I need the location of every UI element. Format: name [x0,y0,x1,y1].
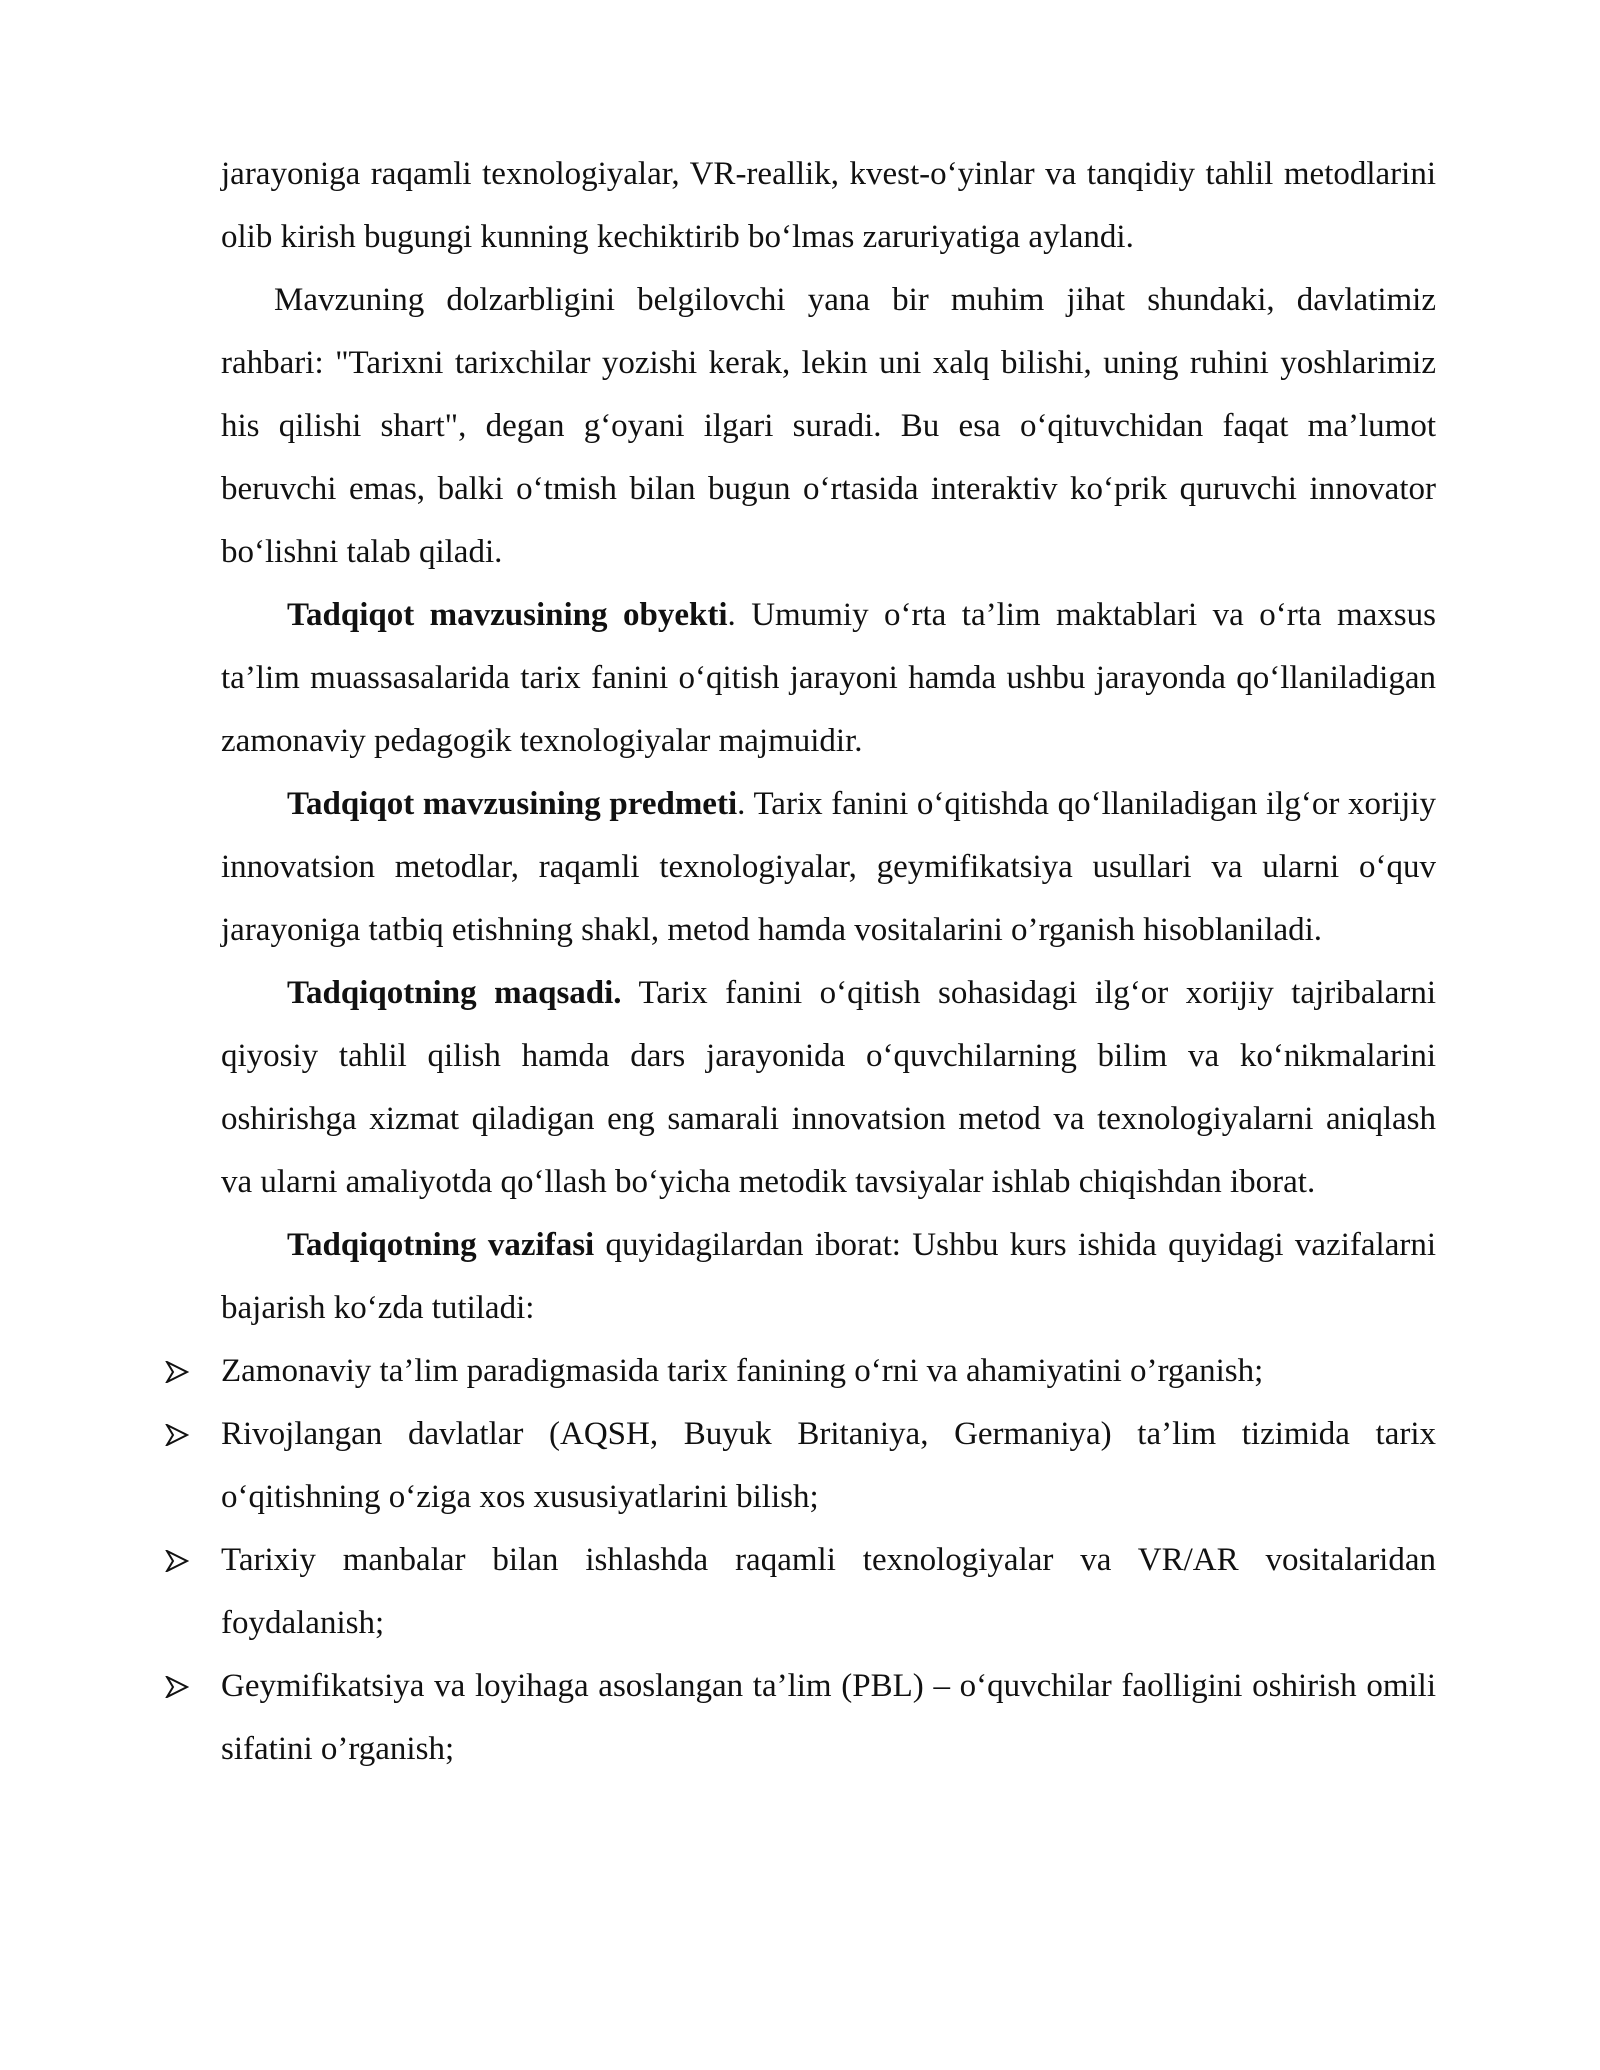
paragraph-research-tasks [221,1214,1436,1340]
research-tasks-text: quyidagilardan iborat: Ushbu kurs ishida quyidagi vazifalarni bajarish ko‘zda tutiladi: [221,1227,1436,1326]
list-item [221,1340,1436,1403]
list-item-text: Rivojlangan davlatlar (AQSH, Buyuk Britaniya, Germaniya) ta’lim tizimida tarix o‘qitishning o‘ziga xos xususiyatlarini bilish; [221,1416,1436,1515]
list-item [221,1403,1436,1529]
research-goal-text: Tarix fanini o‘qitish sohasidagi ilg‘or xorijiy tajribalarni qiyosiy tahlil qilish hamda dars jarayonida o‘quvchilarning bilim va ko‘nikmalarini oshirishga xizmat qiladigan eng samarali innovatsion metod va texnologiyalarni aniqlash va ularni amaliyotda qo‘llash bo‘yicha metodik tavsiyalar ishlab chiqishdan iborat. [221,975,1436,1200]
research-subject-text: . Tarix fanini o‘qitishda qo‘llaniladigan ilg‘or xorijiy innovatsion metodlar, raqamli texnologiyalar, geymifikatsiya usullari va ularni o‘quv jarayoniga tatbiq etishning shakl, metod hamda vositalarini o’rganish hisoblaniladi. [221,786,1436,948]
task-bullet-list [221,1340,1436,1781]
arrowhead-bullet-icon [165,1529,195,1592]
paragraph-research-subject [221,773,1436,962]
research-object-text: . Umumiy o‘rta ta’lim maktablari va o‘rta maxsus ta’lim muassasalarida tarix fanini o‘qitish jarayoni hamda ushbu jarayonda qo‘llaniladigan zamonaviy pedagogik texnologiyalar majmuidir. [221,597,1436,759]
paragraph-intro-continuation: jarayoniga raqamli texnologiyalar, VR-reallik, kvest-o‘yinlar va tanqidiy tahlil metodlarini olib kirish bugungi kunning kechiktirib bo‘lmas zaruriyatiga aylandi. [221,156,1436,255]
research-subject-heading: Tadqiqot mavzusining predmeti [287,786,738,822]
list-item-text: Geymifikatsiya va loyihaga asoslangan ta’lim (PBL) – o‘quvchilar faolligini oshirish omili sifatini o’rganish; [221,1668,1436,1767]
list-item-text: Zamonaviy ta’lim paradigmasida tarix fanining o‘rni va ahamiyatini o’rganish; [221,1353,1264,1389]
research-object-heading: Tadqiqot mavzusining obyekti [287,597,728,633]
paragraph-research-goal [221,962,1436,1214]
paragraph-research-object [221,584,1436,773]
list-item [221,1655,1436,1781]
arrowhead-bullet-icon [165,1655,195,1718]
research-goal-heading: Tadqiqotning maqsadi. [287,975,622,1011]
document-page [221,143,1436,1781]
arrowhead-bullet-icon [165,1340,195,1403]
arrowhead-bullet-icon [165,1403,195,1466]
paragraph-relevance: Mavzuning dolzarbligini belgilovchi yana bir muhim jihat shundaki, davlatimiz rahbari: "Tarixni tarixchilar yozishi kerak, lekin uni xalq bilishi, uning ruhini yoshlarimiz his qilishi shart", degan g‘oyani ilgari suradi. Bu esa o‘qituvchidan faqat ma’lumot beruvchi emas, balki o‘tmish bilan bugun o‘rtasida interaktiv ko‘prik quruvchi innovator bo‘lishni talab qiladi. [221,282,1436,570]
list-item [221,1529,1436,1655]
research-tasks-heading: Tadqiqotning vazifasi [287,1227,595,1263]
list-item-text: Tarixiy manbalar bilan ishlashda raqamli texnologiyalar va VR/AR vositalaridan foydalanish; [221,1542,1436,1641]
